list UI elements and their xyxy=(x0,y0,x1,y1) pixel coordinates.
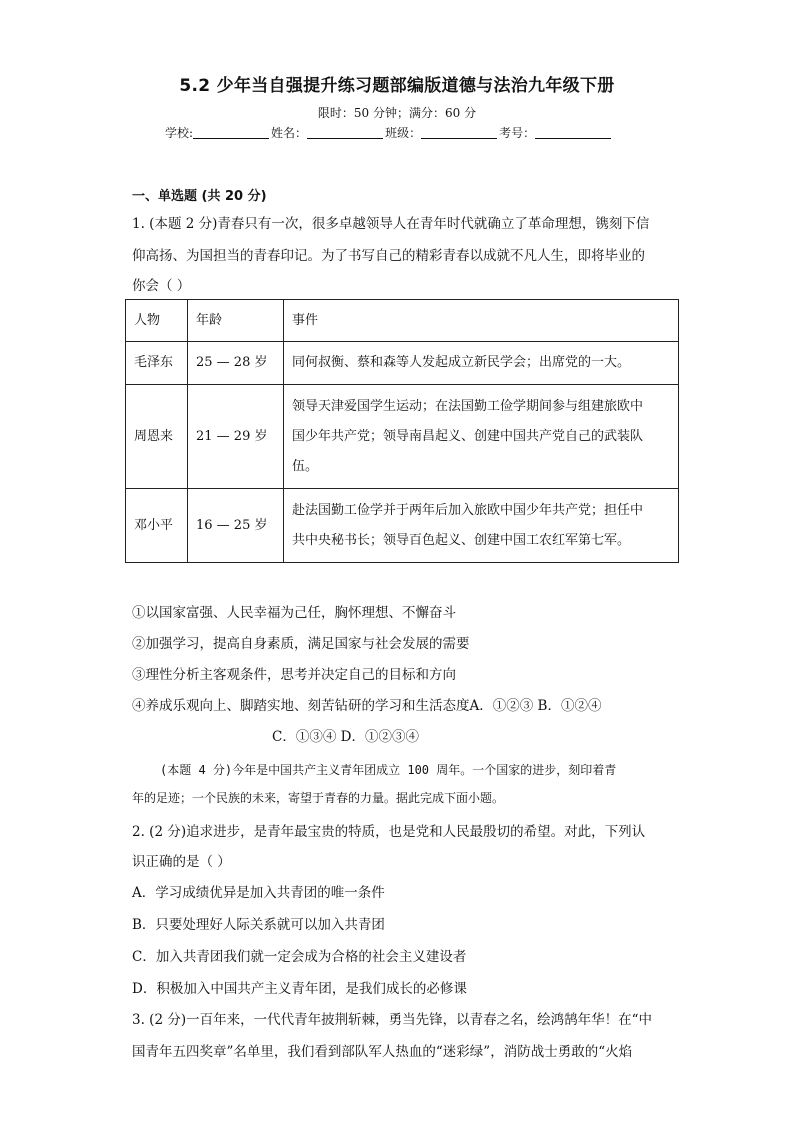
name-label: 姓名： xyxy=(271,126,308,140)
school-blank[interactable] xyxy=(193,126,269,139)
class-blank[interactable] xyxy=(421,126,497,139)
q2-option-b: B．只要处理好人际关系就可以加入共青团 xyxy=(132,917,385,933)
material-line-1: (本题 4 分)今年是中国共产主义青年团成立 100 周年。一个国家的进步，刻印着青 xyxy=(160,763,617,777)
table-cell-person: 毛泽东 xyxy=(126,342,188,385)
table-cell-person: 邓小平 xyxy=(126,489,188,563)
event-line: 伍。 xyxy=(292,458,319,474)
q3-stem-line-1: 3. (2 分)一百年来，一代代青年披荆斩棘，勇当先锋，以青春之名，绘鸿鹄年华！在“中 xyxy=(132,1012,652,1028)
material-line-2: 年的足迹；一个民族的未来，寄望于青春的力量。据此完成下面小题。 xyxy=(132,791,505,805)
class-label: 班级： xyxy=(385,126,422,140)
table-header: 年龄 xyxy=(188,300,284,342)
table-header: 人物 xyxy=(126,300,188,342)
student-info-line xyxy=(165,124,613,141)
q2-stem-line-1: 2. (2 分)追求进步，是青年最宝贵的特质，也是党和人民最殷切的希望。对此，下列认 xyxy=(132,824,646,840)
q1-stem-line-3: 你会（ ） xyxy=(132,278,191,294)
q3-stem-line-2: 国青年五四奖章”名单里，我们看到部队军人热血的“迷彩绿”，消防战士勇敢的“火焰 xyxy=(132,1044,633,1060)
q2-option-c: C．加入共青团我们就一定会成为合格的社会主义建设者 xyxy=(132,949,467,965)
table-cell-event xyxy=(284,342,679,385)
q2-stem-line-2: 识正确的是（ ） xyxy=(132,854,231,870)
q1-statement-1: ①以国家富强、人民幸福为己任，胸怀理想、不懈奋斗 xyxy=(132,605,456,621)
school-label: 学校: xyxy=(165,126,194,140)
table-cell-age: 25 — 28 岁 xyxy=(188,342,284,385)
table-cell-person: 周恩来 xyxy=(126,385,188,489)
q1-stem-line-2: 仰高扬、为国担当的青春印记。为了书写自己的精彩青春以成就不凡人生，即将毕业的 xyxy=(132,248,645,264)
q2-option-d: D．积极加入中国共产主义青年团，是我们成长的必修课 xyxy=(132,981,467,997)
event-line: 领导天津爱国学生运动；在法国勤工俭学期间参与组建旅欧中 xyxy=(292,398,644,414)
name-blank[interactable] xyxy=(307,126,383,139)
section-heading: 一、单选题 (共 20 分) xyxy=(132,189,267,204)
event-line: 同何叔衡、蔡和森等人发起成立新民学会；出席党的一大。 xyxy=(292,355,631,370)
q1-table xyxy=(125,299,679,563)
q1-statement-2: ②加强学习，提高自身素质，满足国家与社会发展的需要 xyxy=(132,636,470,652)
table-cell-age: 21 — 29 岁 xyxy=(188,385,284,489)
table-header-row xyxy=(126,300,679,342)
q1-options-cd: C．①③④ D．①②③④ xyxy=(272,729,419,745)
table-row xyxy=(126,385,679,489)
table-cell-event xyxy=(284,385,679,489)
q1-stem-line-1: 1. (本题 2 分)青春只有一次，很多卓越领导人在青年时代就确立了革命理想，镌刻下信 xyxy=(132,216,650,232)
number-label: 考号： xyxy=(499,126,536,140)
table-cell-event xyxy=(284,489,679,563)
table-row xyxy=(126,489,679,563)
event-line: 国少年共产党；领导南昌起义、创建中国共产党自己的武装队 xyxy=(292,428,644,444)
table-row xyxy=(126,342,679,385)
q2-option-a: A．学习成绩优异是加入共青团的唯一条件 xyxy=(132,885,385,901)
exam-limits: 限时：50 分钟；满分：60 分 xyxy=(317,106,477,120)
number-blank[interactable] xyxy=(535,126,611,139)
event-line: 共中央秘书长；领导百色起义、创建中国工农红军第七军。 xyxy=(292,532,631,548)
table-cell-age: 16 — 25 岁 xyxy=(188,489,284,563)
q1-statement-4-options-ab: ④养成乐观向上、脚踏实地、刻苦钻研的学习和生活态度A．①②③ B．①②④ xyxy=(132,698,602,714)
page-title: 5.2 少年当自强提升练习题部编版道德与法治九年级下册 xyxy=(179,76,615,96)
table-header: 事件 xyxy=(284,300,679,342)
q1-statement-3: ③理性分析主客观条件，思考并决定自己的目标和方向 xyxy=(132,667,456,683)
event-line: 赴法国勤工俭学并于两年后加入旅欧中国少年共产党；担任中 xyxy=(292,502,644,518)
